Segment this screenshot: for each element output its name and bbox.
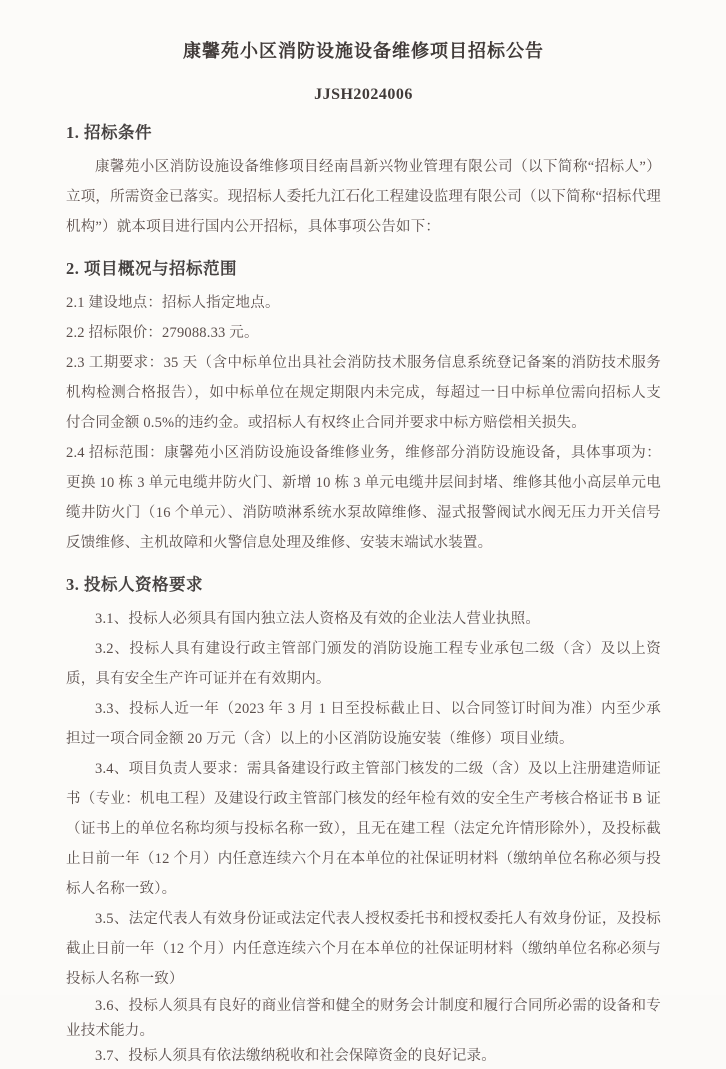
document-title: 康馨苑小区消防设施设备维修项目招标公告	[183, 41, 544, 61]
paragraph: 3.5、法定代表人有效身份证或法定代表人授权委托书和授权委托人有效身份证，及投标截止日前一年（12 个月）内任意连续六个月在本单位的社保证明材料（缴纳单位名称必须与投标人名称一致）	[66, 911, 661, 987]
paragraph: 2.2 招标限价：279088.33 元。	[66, 325, 259, 341]
section-heading: 1. 招标条件	[66, 123, 152, 142]
paragraph: 2.3 工期要求：35 天（含中标单位出具社会消防技术服务信息系统登记备案的消防技术服务机构检测合格报告），如中标单位在规定期限内未完成，每超过一日中标单位需向招标人支付合同金额 0.5%的违约金。或招标人有权终止合同并要求中标方赔偿相关损失。	[66, 355, 661, 431]
paragraph: 2.4 招标范围：康馨苑小区消防设施设备维修业务，维修部分消防设施设备，具体事项为：更换 10 栋 3 单元电缆井防火门、新增 10 栋 3 单元电缆井层间封堵、维修其他小高层单元电缆井防火门（16 个单元）、消防喷淋系统水泵故障维修、湿式报警阀试水阀无压力开关信号反馈维修、主机故障和火警信息处理及维修、安装末端试水装置。	[66, 445, 661, 551]
document-sections	[66, 121, 661, 1069]
document-number: JJSH2024006	[314, 86, 413, 103]
section-heading: 2. 项目概况与招标范围	[66, 259, 237, 278]
paragraph: 3.6、投标人须具有良好的商业信誉和健全的财务会计制度和履行合同所必需的设备和专业技术能力。	[66, 998, 661, 1039]
paragraph: 3.3、投标人近一年（2023 年 3 月 1 日至投标截止日、以合同签订时间为准）内至少承担过一项合同金额 20 万元（含）以上的小区消防设施安装（维修）项目业绩。	[66, 701, 661, 747]
paragraph: 2.1 建设地点：招标人指定地点。	[66, 295, 280, 311]
section-heading: 3. 投标人资格要求	[66, 575, 203, 594]
paragraph: 康馨苑小区消防设施设备维修项目经南昌新兴物业管理有限公司（以下简称“招标人”）立项，所需资金已落实。现招标人委托九江石化工程建设监理有限公司（以下简称“招标代理机构”）就本项目进行国内公开招标，具体事项公告如下：	[66, 159, 661, 235]
paragraph: 3.7、投标人须具有依法缴纳税收和社会保障资金的良好记录。	[95, 1048, 496, 1064]
paragraph: 3.4、项目负责人要求：需具备建设行政主管部门核发的二级（含）及以上注册建造师证书（专业：机电工程）及建设行政主管部门核发的经年检有效的安全生产考核合格证书 B 证（证书上的单位名称均须与投标名称一致），且无在建工程（法定允许情形除外），及投标截止日前一年（12 个月）内任意连续六个月在本单位的社保证明材料（缴纳单位名称必须与投标人名称一致）。	[66, 761, 661, 897]
paragraph: 3.2、投标人具有建设行政主管部门颁发的消防设施工程专业承包二级（含）及以上资质，具有安全生产许可证并在有效期内。	[66, 641, 661, 687]
paragraph: 3.1、投标人必须具有国内独立法人资格及有效的企业法人营业执照。	[95, 611, 541, 627]
